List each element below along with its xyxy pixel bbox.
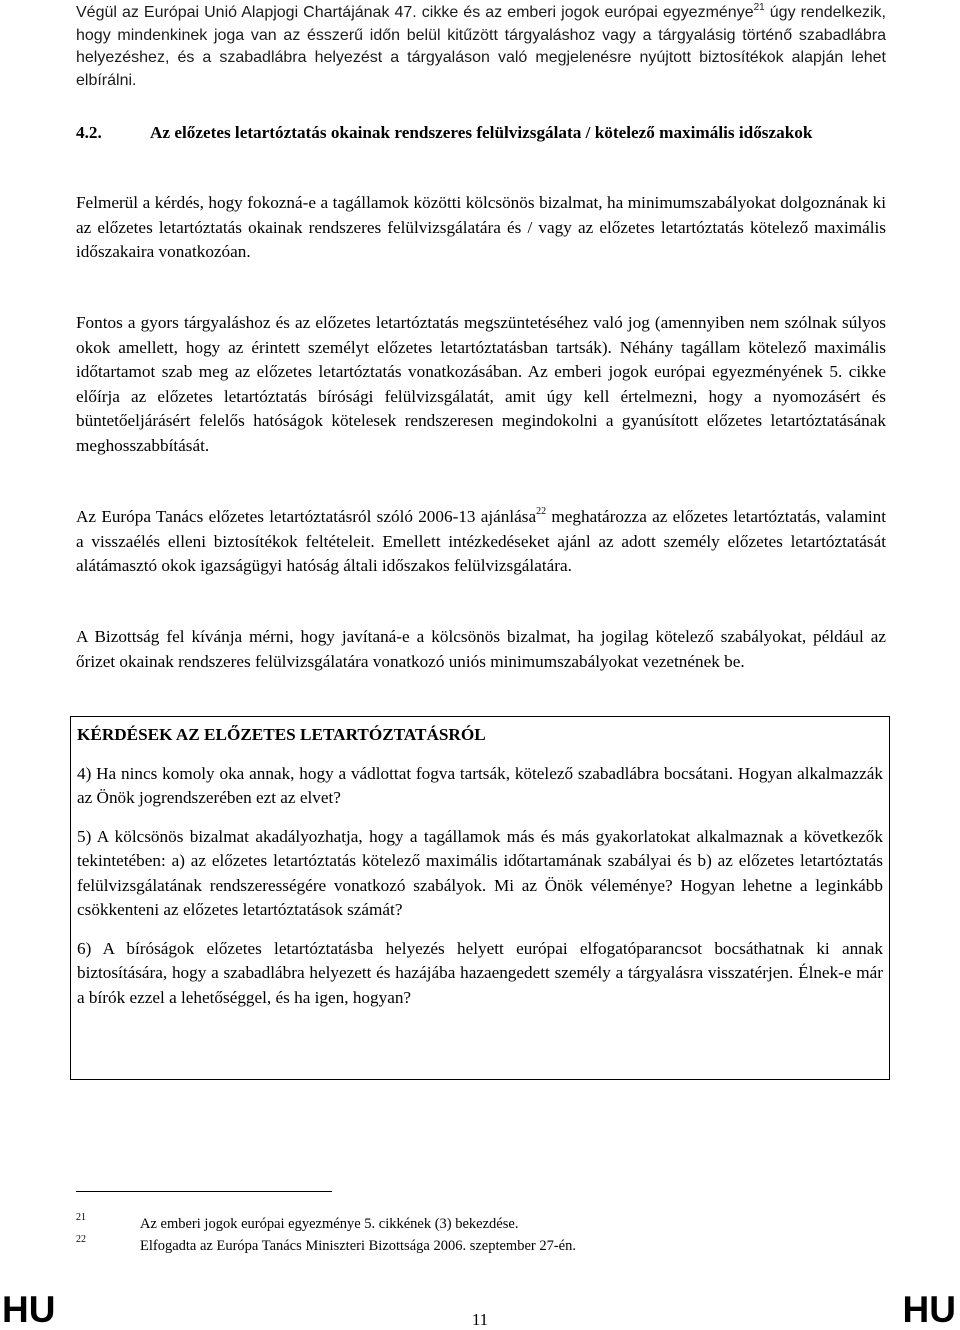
section-heading: [76, 121, 886, 146]
intro-paragraph: [76, 2, 886, 92]
paragraph-3-part-a: Az Európa Tanács előzetes letartóztatásról szóló 2006-13 ajánlása: [76, 507, 537, 526]
question-6: 6) A bíróságok előzetes letartóztatásba helyezés helyett európai elfogatóparancsot bocsáthatnak ki annak biztosítására, hogy a szabadlábra helyezett és hazájába hazaengedett személy a tárgyalásra visszatérjen. Élnek-e már a bírók ezzel a lehetőséggel, és ha igen, hogyan?: [77, 938, 883, 1007]
questions-title: KÉRDÉSEK AZ ELŐZETES LETARTÓZTATÁSRÓL: [77, 725, 486, 744]
language-label-left: HU: [2, 1289, 56, 1330]
paragraph-3-part-b: meghatározza az előzetes letartóztatás, valamint a visszaélés elleni biztosítékok feltételeit. Emellett intézkedéseket ajánl az adott személy előzetes letartóztatását alátámasztó okok igazságügyi hatóság általi időszakos felülvizsgálatára.: [76, 507, 886, 575]
paragraph-1: [76, 191, 886, 265]
footnote-ref-22: 22: [536, 506, 547, 518]
question-4: 4) Ha nincs komoly oka annak, hogy a vádlottat fogva tartsák, kötelező szabadlábra bocsátani. Hogyan alkalmazzák az Önök jogrendszerében ezt az elvet?: [77, 763, 883, 807]
paragraph-4-text: A Bizottság fel kívánja mérni, hogy javítaná-e a kölcsönös bizalmat, ha jogilag kötelező szabályokat, például az őrizet okainak rendszeres felülvizsgálatára vonatkozó uniós minimumszabályokat vezetnének be.: [76, 627, 886, 671]
footnote-text: Az emberi jogok európai egyezménye 5. cikkének (3) bekezdése.: [140, 1216, 519, 1232]
section-number: 4.2.: [76, 123, 102, 142]
footnote-ref-21: 21: [753, 1, 765, 13]
intro-text-1: Végül az Európai Unió Alapjogi Chartájának 47. cikke és az emberi jogok európai egyezménye: [76, 4, 754, 21]
footnote-number: 22: [76, 1234, 86, 1245]
intro-text-2: úgy rendelkezik, hogy mindenkinek joga van az ésszerű időn belül kitűzött tárgyaláshoz vagy a tárgyalásig történő szabadlábra helyezéshez, és a szabadlábra helyezést a tárgyaláson való megjelenésre nyújtott biztosítékok alapján lehet elbírálni.: [76, 4, 887, 89]
page-number: 11: [471, 1310, 489, 1329]
footnote-separator: [76, 1191, 332, 1192]
section-title: Az előzetes letartóztatás okainak rendszeres felülvizsgálata / kötelező maximális időszakok: [150, 123, 813, 142]
paragraph-4: [76, 625, 886, 674]
paragraph-1-text: Felmerül a kérdés, hogy fokozná-e a tagállamok közötti kölcsönös bizalmat, ha minimumszabályokat dolgoznának ki az előzetes letartóztatás okainak rendszeres felülvizsgálatára és / vagy az előzetes letartóztatás kötelező maximális időszakaira vonatkozóan.: [76, 193, 886, 261]
paragraph-2: [76, 311, 886, 458]
paragraph-2-text: Fontos a gyors tárgyaláshoz és az előzetes letartóztatás megszüntetéséhez való jog (amennyiben nem szólnak súlyos okok amellett, hogy az érintett személyt előzetes letartóztatásban tartsák). Néhány tagállam kötelező maximális időtartamot szab meg az előzetes letartóztatás vonatkozásában. Az emberi jogok európai egyezményének 5. cikke előírja az előzetes letartóztatás bírósági felülvizsgálatát, amit úgy kell értelmezni, hogy a nyomozásért és büntetőeljárásért felelős hatóságok kötelesek rendszeresen megindokolni a gyanúsított előzetes letartóztatásának meghosszabbítását.: [76, 313, 886, 455]
question-5: 5) A kölcsönös bizalmat akadályozhatja, hogy a tagállamok más és más gyakorlatokat alkalmaznak a következők tekintetében: a) az előzetes letartóztatás kötelező maximális időtartamának szabályai és b) az előzetes letartóztatás felülvizsgálatának rendszerességére vonatkozó szabályok. Mi az Önök véleménye? Hogyan lehetne a leginkább csökkenteni az előzetes letartóztatások számát?: [77, 826, 883, 919]
paragraph-3: [76, 505, 886, 579]
footnote-text: Elfogadta az Európa Tanács Miniszteri Bizottsága 2006. szeptember 27-én.: [140, 1238, 576, 1254]
footnote-number: 21: [76, 1212, 86, 1223]
questions-box: [70, 716, 890, 1080]
paragraph-3-text: [76, 505, 886, 579]
language-label-right: HU: [902, 1289, 956, 1330]
